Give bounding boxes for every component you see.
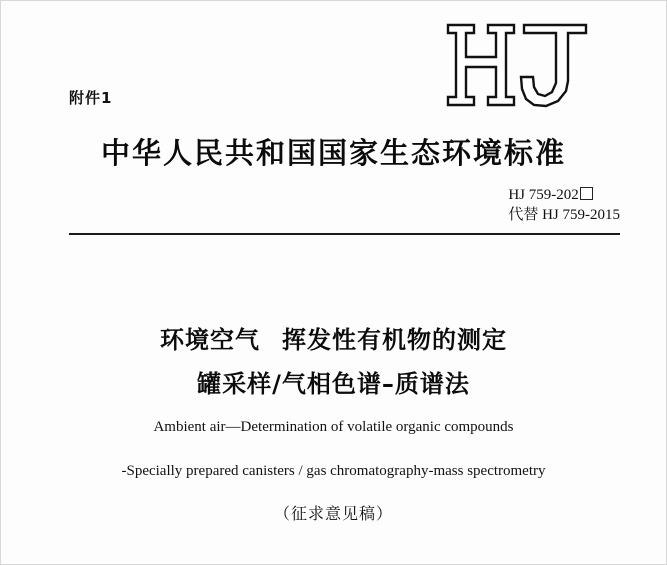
subject-cn-part1: 环境空气 — [160, 326, 260, 354]
standard-number: HJ 759-202 — [508, 187, 579, 203]
header-divider — [69, 233, 620, 235]
draft-notice: （征求意见稿） — [273, 504, 393, 523]
standard-org-title: 中华人民共和国国家生态环境标准 — [100, 136, 566, 170]
standard-codes — [508, 185, 620, 225]
hj-logo-icon — [444, 19, 594, 111]
subject-title-cn — [1, 321, 666, 403]
subject-title-en-line2: -Specially prepared canisters / gas chromatography-mass spectrometry — [121, 463, 546, 479]
subject-cn-line2: 罐采样/气相色谱–质谱法 — [197, 370, 470, 398]
subject-cn-part2: 挥发性有机物的测定 — [282, 326, 507, 354]
standard-number-line — [508, 185, 620, 205]
replaces-line: 代替 HJ 759-2015 — [508, 207, 620, 223]
attachment-label: 附件1 — [69, 89, 113, 107]
subject-title-en-line1: Ambient air—Determination of volatile organic compounds — [153, 419, 514, 435]
number-placeholder-box — [580, 187, 593, 200]
